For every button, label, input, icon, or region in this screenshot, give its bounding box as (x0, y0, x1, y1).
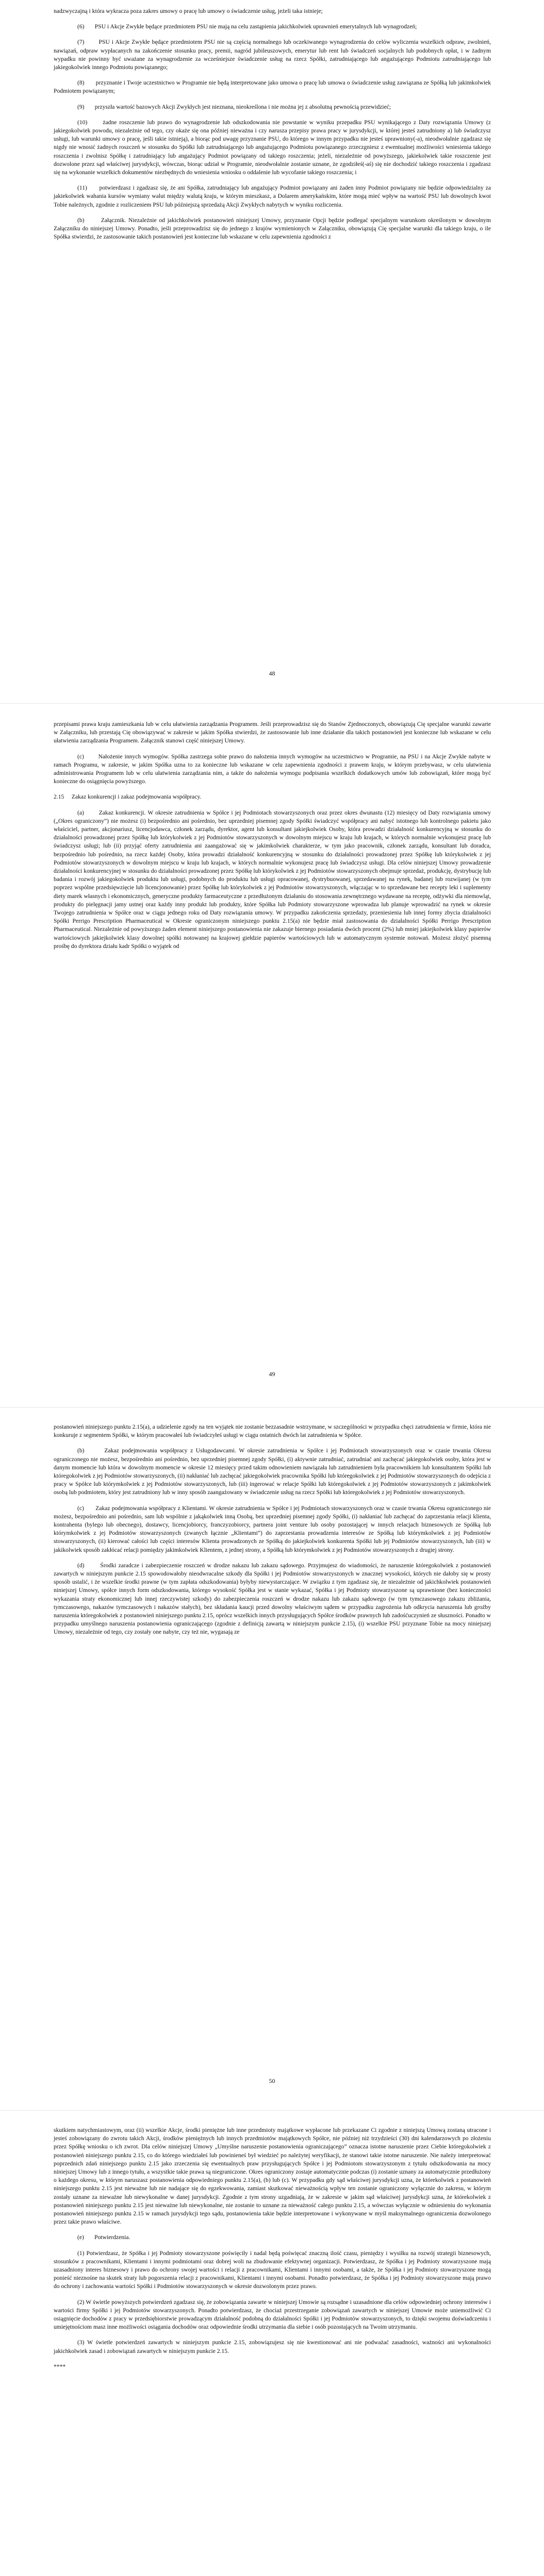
paragraph: (c) Nałożenie innych wymogów. Spółka zastrzega sobie prawo do nałożenia innych wymogów na uczestnictwo w Programie, na PSU i na Akcje Zwykłe nabyte w ramach Programu, w zakresie, w jakim Spółka uzna to za konieczne lub wskazane w celu zapewnienia zgodności z prawem kraju, w którym przebywasz, w celu ułatwienia administrowania Programem lub w celu ułatwienia zarządzania nim, a także do nałożenia wymogu podpisania wszelkich dodatkowych umów lub zobowiązań, które mogą być konieczne do osiągnięcia powyższego. (54, 753, 491, 785)
page-number: 50 (269, 2077, 275, 2084)
paragraph: (9) przyszła wartość bazowych Akcji Zwykłych jest nieznana, nieokreślona i nie można jej z absolutną pewnością przewidzieć; (77, 103, 391, 110)
paragraph: postanowień niniejszego punktu 2.15(a), a udzielenie zgody na ten wyjątek nie zostanie bezzasadnie wstrzymane, w szczególności w przypadku chęci zatrudnienia w firmie, która nie konkuruje z segmentem Spółki, w którym pracowałeś lub świadczyłeś usługi w ciągu ostatnich dwóch lat zatrudnienia w Spółce. (54, 1423, 491, 1439)
document-page-4 (0, 2111, 544, 2576)
paragraph: (b) Zakaz podejmowania współpracy z Usługodawcami. W okresie zatrudnienia w Spółce i jej Podmiotach stowarzyszonych oraz w czasie trwania Okresu ograniczonego nie możesz, bezpośrednio ani pośrednio, bez uprzedniej pisemnej zgody Spółki, (i) aktywnie zatrudniać, zatrudniać ani zachęcać jakiegokolwiek osoby, która jest w danym momencie lub która w dowolnym momencie w okresie 12 miesięcy przed takim odnowieniem nawiązała lub zatrudnieniem była pracownikiem lub konsultantem Spółki lub któregokolwiek z jej Podmiotów stowarzyszonych, (ii) nakłaniać lub zachęcać jakiegokolwiek pracownika Spółki lub któregokolwiek z jej Podmiotów stowarzyszonych do odejścia z pracy w Spółce lub którymkolwiek z jej Podmiotów stowarzyszonych, lub (iii) ingerować w relacje Spółki lub któregokolwiek z jej Podmiotów stowarzyszonych z jakimkolwiek osobą lub podmiotem, który jest zatrudniony lub w inny sposób zaangażowany w świadczenie usług na rzecz Spółki lub któregokolwiek z jej Podmiotów stowarzyszonych. (54, 1447, 491, 1496)
paragraph: (a) Zakaz konkurencji. W okresie zatrudnienia w Spółce i jej Podmiotach stowarzyszonych oraz przez okres dwunastu (12) miesięcy od Daty rozwiązania umowy („Okres ograniczony”) nie możesz (i) bezpośrednio ani pośrednio, bez uprzedniej pisemnej zgody Spółki świadczyć współpracy ani nabyć istotnego lub kontrolnego pakietu jako właściciel, partner, akcjonariusz, licencjodawca, członek zarządu, dyrektor, agent lub konsultant jakiejkolwiek Osoby, która prowadzi działalność konkurencyjną w stosunku do działalności prowadzonej przez Spółkę lub którykolwiek z jej Podmiotów stowarzyszonych w dowolnym miejscu w kraju lub krajach, w których normalnie wykonujesz pracę lub świadczysz usługi; lub (ii) przyjąć oferty zatrudnienia ani zaangażować się w jakimkolwiek charakterze, w tym jako pracownik, członek zarządu, konsultant lub doradca, bezpośrednio lub pośrednio, na rzecz każdej Osoby, która prowadzi działalność konkurencyjną w stosunku do działalności prowadzonej przez Spółkę lub którykolwiek z jej Podmiotów stowarzyszonych w dowolnym miejscu w kraju lub krajach, w których normalnie wykonujesz pracę lub świadczysz usługi. Dla celów niniejszej Umowy prowadzenie działalności konkurencyjnej w stosunku do działalności prowadzonej przez Spółkę lub którykolwiek z jej Podmiotów stowarzyszonych obejmuje sprzedaż, produkcję, dystrybucję lub badania i rozwój jakiegokolwiek produktu lub usługi, podobnych do produktu lub usługi opracowanej, dystrybuowanej, sprzedawanej na rynek, badanej lub rozwijanej (w tym poprzez wspólne przedsięwzięcie lub licencjonowanie) przez Spółkę lub którykolwiek z jej Podmiotów stowarzyszonych, włączając w to sprzedawane bez recepty leki i suplementy diety marek własnych i ekonomicznych, generyczne produkty farmaceutyczne z przedłużonym działaniu do stosowania zewnętrznego wydawane na receptę, odżywki dla niemowląt, produkty do pielęgnacji jamy ustnej oraz każdy inny produkt lub produkty, które Spółka lub Podmioty stowarzyszone wprowadza lub planuje wprowadzić na rynek w okresie Twojego zatrudnienia w Spółce oraz w ciągu jednego roku od Daty rozwiązania umowy. W przypadku zakończenia sprzedaży, przeniesienia lub innej formy zbycia działalności Spółki Perrigo Prescription Pharmaceutical w Okresie ograniczonym niniejszego punktu 2.15(a) nie będzie miał zastosowania do działalności Spółki Perrigo Prescription Pharmaceutical. Niezależnie od powyższego żaden element niniejszego postanowienia nie zakazuje biernego posiadania dwóch procent (2%) lub mniej jakiejkolwiek klasy papierów wartościowych jakiejkolwiek klasy dowolnej spółki notowanej na krajowej giełdzie papierów wartościowych lub w automatycznym systemie notowań. Możesz złożyć pisemną prośbę do dyrektora działu kadr Spółki o wyjątek od (54, 809, 491, 950)
page-1-text (54, 7, 491, 248)
page-4-text (54, 2126, 491, 2378)
section-heading: 2.15 Zakaz konkurencji i zakaz podejmowania współpracy. (54, 793, 202, 801)
paragraph: przepisami prawa kraju zamieszkania lub w celu ułatwienia zarządzania Programem. Jeśli przeprowadzisz się do Stanów Zjednoczonych, obowiązują Cię specjalne warunki zawarte w Załączniku, lub przestają Cię obowiązywać w zakresie w jakim Spółka stwierdzi, że zastosowanie lub inne działanie dla takich postanowień jest konieczne lub wskazane w celu ułatwienia zarządzania Programem. Załącznik stanowi część niniejszej Umowy. (54, 721, 491, 744)
paragraph: (6) PSU i Akcje Zwykłe będące przedmiotem PSU nie mają na celu zastąpienia jakichkolwiek uprawnień emerytalnych lub wynagrodzeń; (77, 23, 417, 30)
page-2-text (54, 720, 491, 958)
paragraph: (d) Środki zaradcze i zabezpieczenie roszczeń w drodze nakazu lub zakazu sądowego. Przyjmujesz do wiadomości, że naruszenie któregokolwiek z postanowień zawartych w niniejszym punkcie 2.15 spowodowałoby nieodwracalne szkody dla Spółki i jej Podmiotów stowarzyszonych w znacznej wysokości, których nie dałoby się w prosty sposób ustalić, i że wszelkie środki prawne (w tym zapłata odszkodowania) byłyby niewystarczające. W związku z tym zgadzasz się, że niezależnie od jakichkolwiek postanowień niniejszej Umowy, spółce innych form odszkodowania, którego wysokość Spółka jest w stanie wykazać, Spółka i jej Podmioty stowarzyszone są uprawnione (bez konieczności wykazania straty ekonomicznej lub innej rzeczywistej szkody) do zabezpieczenia roszczeń w drodze nakazu lub zakazu sądowego (w tym tymczasowego zakazu zbliżania, tymczasowego, nakazów tymczasowych i nakazów stałych), bez składania kaucji przed dowolny właściwym sądem w przypadku zagrożenia lub odkrycia naruszenia lub groźby naruszenia któregokolwiek z postanowień niniejszego punktu 2.15, oprócz wszelkich innych przysługujących Spółce środków prawnych lub zadośćuczynień ze słuszności. Ponadto w przypadku umyślnego naruszenia postanowienia ograniczającego (zgodnie z definicją zawartą w niniejszym punkcie 2.15), (i) wszelkie PSU przyznane Tobie na mocy niniejszej Umowy, niezależnie od tego, czy zostały one nabyte, czy też nie, wygasają ze (54, 1562, 491, 1636)
paragraph: (e) Potwierdzenia. (77, 2234, 130, 2241)
paragraph: (10) żadne roszczenie lub prawo do wynagrodzenie lub odszkodowania nie powstanie w wyniku przepadku PSU wynikającego z Daty rozwiązania Umowy (z jakiegokolwiek powodu, niezależnie od tego, czy okaże się ona później nieważna i czy narusza przepisy prawa pracy w jurysdykcji, w której jesteś zatrudniony a) lub świadczysz usługi, lub warunki umowy o pracę, jeśli takie istnieją), a biorąc pod uwagę przyznanie PSU, do którego w innym przypadku nie jesteś uprawniony(-a), nieodwołalnie zgadzasz się nigdy nie wnosić żadnych roszczeń w stosunku do Spółki lub zatrudniającego lub angażującego Podmiotu powiązanego zrzeczgniesz z ewentualnej możliwości wniesienia takiego roszczenia i zwolnisz Spółkę i zatrudniający lub angażujący Podmiot powiązany od takiego roszczenia; jeżeli, niezależnie od powyższego, jakiekolwiek takie roszczenie jest dozwolone przez sąd właściwej jurysdykcji, wówczas, biorąc udział w Programie, nieodwołalnie zostanie uznane, że zgodziłeś(-aś) się nie dochodzić takiego roszczenia i zgadzasz się na wykonanie wszelkich dokumentów niezbędnych do wniesienia wniosku o oddalenie lub wycofanie takiego roszczenia; i (54, 118, 491, 176)
paragraph: skutkiem natychmiastowym, oraz (ii) wszelkie Akcje, środki pieniężne lub inne przedmioty majątkowe wypłacone lub przekazane Ci zgodnie z niniejszą Umową zostaną utracone i jesteś zobowiązany do zwrotu takich Akcji, środków pieniężnych lub innych przedmiotów majątkowych Spółce, nie później niż trzydzieści (30) dni kalendarzowych po złożeniu przez Spółkę wniosku o ich zwrot. Dla celów niniejszej Umowy „Umyślne naruszenie postanowienia ograniczającego” oznacza istotne naruszenie przez Ciebie któregokolwiek z postanowień niniejszego punktu 2.15, co do którego wiedziałeś lub powinieneś był wiedzieć po należytej weryfikacji, że stanowi takie istotne naruszenie. Nie należy interpretować poprzednich zdań niniejszego punktu 2.15 jako zrzeczenia się ewentualnych praw przysługujących Spółce i jej Podmiotom stowarzyszonym z tytułu odszkodowania na mocy niniejszej Umowy lub z innego tytułu, a wszystkie takie prawa są niegraniczone. Okres ograniczony zostaje automatycznie podczas (i) zostanie uznany za automatycznie przedłużony o każdego okresu, w którym naruszasz postanowienia odpowiedniego punktu 2.15(a), (b) lub (c). W przypadku gdy sąd właściwej jurysdykcji uzna, że którekolwiek z postanowień niniejszego punktu 2.15 jest nieważne lub nie nadające się do egzekwowania, zamiast skutkować nieważnością wpływ ten zostanie ograniczony wyłącznie do zakresu, w którym zostały uznane za nieważne lub niewykonalne w danej jurysdykcji. Zgodnie z tym strony uzgadniają, że w zakresie w jakim sąd właściwej jurysdykcji uzna, że którekolwiek z postanowień niniejszego punktu 2.15 jest nieważne lub niewykonalne, nie zostanie to uznane za nieważność całego punktu 2.15, a wówczas wyłącznie w odniesieniu do wykonania postanowień niniejszego punktu 2.15 w ramach jurysdykcji tego sądu, postanowienia takie będzie interpretowane i wykonywane w myśl maksymalnego ograniczenia dozwolonego przez takie prawo właściwe. (54, 2127, 491, 2226)
paragraph: nadzwyczajną i która wykracza poza zakres umowy o pracę lub umowy o świadczenie usług, jeżeli taka istnieje; (54, 8, 323, 14)
paragraph: (7) PSU i Akcje Zwykłe będące przedmiotem PSU nie są częścią normalnego lub oczekiwanego wynagrodzenia do celów wyliczenia wszelkich odpraw, zwolnień, nawiązań, odpraw wypłacanych na zakończenie stosunku pracy, premii, nagród jubileuszowych, emerytur lub rent lub świadczeń socjalnych lub podobnych opłat, i w żadnym wypadku nie powinny być uważane za wynagrodzenie za wcześniejsze świadczenie usług na rzecz Spółki, zatrudniającego lub angażującego Podmiotu zatrudniającego lub jakiegokolwiek innego Podmiotu powiązanego; (54, 39, 491, 71)
page-number: 49 (269, 1370, 275, 1378)
page-3-text (54, 1423, 491, 1644)
end-stars: **** (54, 2363, 66, 2370)
paragraph: (2) W świetle powyższych potwierdzeń zgadzasz się, że zobowiązania zawarte w niniejszej Umowie są rozsądne i uzasadnione dla celów odpowiedniej ochrony interesów i wartości firmy Spółki i jej Podmiotów stowarzyszonych. Ponadto potwierdzasz, że chociaż przestrzeganie zobowiązań zawartych w niniejszej Umowie może uniemożliwić Ci osiągnięcie dochodów z pracy w przedsiębiorstwie prowadzącym działalność podobną do działalności Spółki i jej Podmiotów stowarzyszonych, to dzięki swojemu doświadczeniu i umiejętnościom masz inne możliwości osiągania dochodów oraz odpowiednie środki utrzymania dla siebie i osób pozostających na Twoim utrzymaniu. (54, 2298, 491, 2331)
document-page-3 (0, 1408, 544, 2110)
paragraph: (b) Załącznik. Niezależnie od jakichkolwiek postanowień niniejszej Umowy, przyznanie Opcji będzie podlegać specjalnym warunkom określonym w dowolnym Załączniku do niniejszej Umowy. Ponadto, jeśli przeprowadzisz się do jednego z krajów wymienionych w Załączniku, obowiązują Cię specjalne warunki dla takiego kraju, o ile Spółka stwierdzi, że zastosowanie takich postanowień jest konieczne lub wskazane w celu zapewnienia zgodności z (54, 216, 491, 241)
paragraph: (1) Potwierdzasz, że Spółka i jej Podmioty stowarzyszone poświęciły i nadal będą poświęcać znaczną ilość czasu, pieniędzy i wysiłku na rozwój strategii biznesowych, stosunków z pracownikami, Klientami i innymi podmiotami oraz dobrej woli na zbudowanie efektywnej organizacji. Potwierdzasz, że Spółka i jej Podmioty stowarzyszone mają uzasadniony interes biznesowy i prawo do ochrony swojej wartości i relacji z pracownikami, Klientami i innymi osobami, a także, że Spółka i jej Podmioty stowarzyszone mogą ponieść nieznośne na skutek straty lub pogorszenia relacji z pracownikami, Klientami i innymi osobami. Ponadto potwierdzasz, że Spółka i jej Podmioty stowarzyszone mają prawo do ochrony i zachowania wartości Spółki i Podmiotów stowarzyszonych w okresie dozwolonym przez prawo. (54, 2249, 491, 2290)
paragraph: (11) potwierdzasz i zgadzasz się, że ani Spółka, zatrudniający lub angażujący Podmiot powiązany ani żaden inny Podmiot powiązany nie będzie odpowiedzialny za jakiekolwiek wahania kursów wymiany walut między walutą kraju, w którym mieszkasz, a Dolarem amerykańskim, które mogą mieć wpływ na wartość PSU lub dowolnych kwot Tobie należnych, zgodnie z rozliczeniem PSU lub późniejszą sprzedażą Akcji Zwykłych nabytych w wyniku rozliczenia. (54, 184, 491, 208)
paragraph: (3) W świetle potwierdzeń zawartych w niniejszym punkcie 2.15, zobowiązujesz się nie kwestionować ani nie podważać zasadności, ważności ani wykonalności jakichkolwiek zasad i zobowiązań zawartych w niniejszym punkcie 2.15. (54, 2339, 491, 2354)
paragraph: (8) przyznanie i Twoje uczestnictwo w Programie nie będą interpretowane jako umowa o pracę lub umowa o świadczenie usług zawiązana ze Spółką lub jakimkolwiek Podmiotem powiązanym; (54, 79, 491, 95)
document-page-2 (0, 704, 544, 1407)
page-number: 48 (269, 670, 275, 677)
document-page-1 (0, 0, 544, 703)
paragraph: (c) Zakaz podejmowania współpracy z Klientami. W okresie zatrudnienia w Spółce i jej Podmiotach stowarzyszonych oraz w czasie trwania Okresu ograniczonego nie możesz, bezpośrednio ani pośrednio, sam lub wspólnie z jakąkolwiek inną Osobą, bez uprzedniej pisemnej zgody Spółki, (i) nakłaniać lub zachęcać do zaprzestania relacji klienta, kontrahenta (bylego lub obecnego), dostawcy, licencjobiorcy, franczyzobiorcy, partnera joint venture lub osoby pozostającej w innych relacjach biznesowych ze Spółką lub którymkolwiek z jej Podmiotów stowarzyszonych (zwanych łącznie „Klientami”) do zaprzestania prowadzenia interesów ze Spółką lub którymkolwiek z jej Podmiotów stowarzyszonych, (ii) kierować całości lub części interesów Klienta prowadzonych ze Spółką do jakiejkolwiek konkurenta Spółki lub jej Podmiotów stowarzyszonych, lub (iii) w jakikolwiek sposób zakłócać relacji pomiędzy jakimkolwiek Klientem, z jednej strony, a Spółką lub którymkolwiek z jej Podmiotów stowarzyszonych z drugiej strony. (54, 1504, 491, 1553)
